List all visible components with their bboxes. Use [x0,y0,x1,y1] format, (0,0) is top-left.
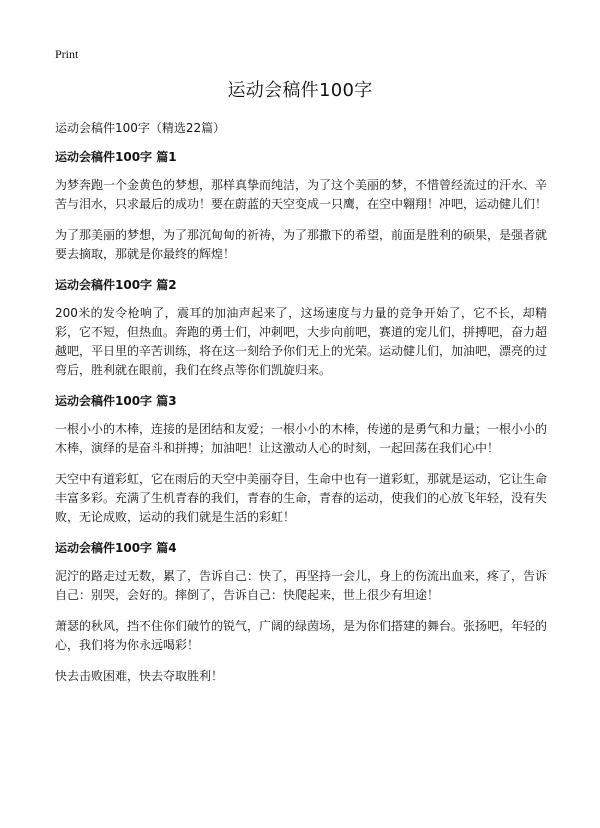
document-subtitle: 运动会稿件100字（精选22篇） [55,121,226,135]
section-paragraph: 泥泞的路走过无数，累了，告诉自己：快了，再坚持一会儿，身上的伤流出血来，疼了，告诉自己：别哭，会好的。摔倒了，告诉自己：快爬起来，世上很少有坦途！ [55,569,548,602]
section-paragraph: 萧瑟的秋风，挡不住你们破竹的锐气，广阔的绿茵场，是为你们搭建的舞台。张扬吧，年轻的心，我们将为你永远喝彩！ [55,619,548,652]
section-paragraph: 为梦奔跑一个金黄色的梦想，那样真挚而纯洁，为了这个美丽的梦，不惜曾经流过的汗水、辛苦与泪水，只求最后的成功！要在蔚蓝的天空变成一只鹰，在空中翱翔！冲吧，运动健儿们！ [55,178,548,211]
section-2 [55,276,547,380]
section-heading: 运动会稿件100字 篇1 [55,150,177,164]
section-heading: 运动会稿件100字 篇2 [55,278,177,292]
section-4 [55,539,547,686]
section-heading: 运动会稿件100字 篇3 [55,394,177,408]
print-link[interactable]: Print [55,47,79,61]
section-3 [55,392,547,527]
document-title: 运动会稿件100字 [227,80,373,101]
section-paragraph: 快去击败困难，快去夺取胜利！ [55,669,224,683]
document-content [55,148,547,698]
section-paragraph: 为了那美丽的梦想，为了那沉甸甸的祈祷，为了那撒下的希望，前面是胜利的硕果，是强者就要去摘取，那就是你最终的辉煌！ [55,228,548,261]
section-heading: 运动会稿件100字 篇4 [55,541,177,555]
section-paragraph: 一根小小的木棒，连接的是团结和友爱；一根小小的木棒，传递的是勇气和力量；一根小小的木棒，演绎的是奋斗和拼搏；加油吧！让这激动人心的时刻，一起回荡在我们心中！ [55,422,548,455]
section-paragraph: 天空中有道彩虹，它在雨后的天空中美丽夺目，生命中也有一道彩虹，那就是运动，它让生命丰富多彩。充满了生机青春的我们，青春的生命，青春的运动，使我们的心放飞年轻，没有失败，无论成败，运动的我们就是生活的彩虹！ [55,472,548,524]
section-paragraph: 200米的发令枪响了，震耳的加油声起来了，这场速度与力量的竞争开始了，它不长，却精彩，它不短，但热血。奔跑的勇士们，冲刺吧，大步向前吧，赛道的宠儿们，拼搏吧，奋力超越吧，平日里的辛苦训练，将在这一刻给予你们无上的光荣。运动健儿们，加油吧，漂亮的过弯后，胜利就在眼前，我们在终点等你们凯旋归来。 [55,306,548,377]
section-1 [55,148,547,264]
